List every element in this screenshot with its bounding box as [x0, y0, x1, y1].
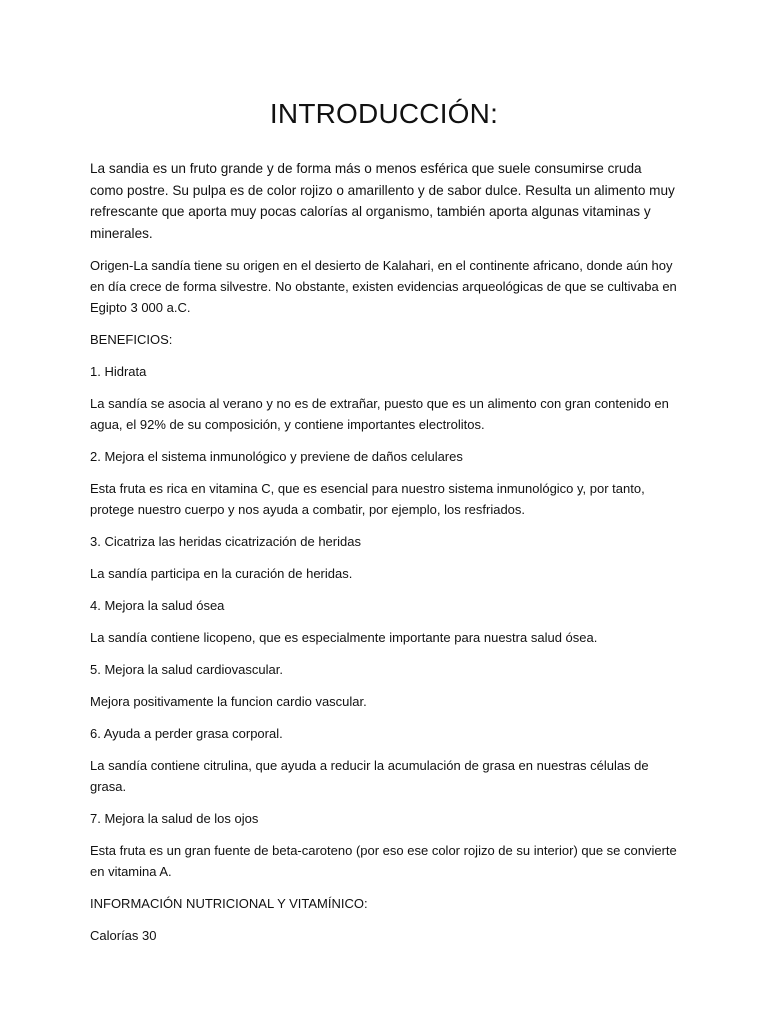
benefit-4-heading: 4. Mejora la salud ósea: [90, 598, 225, 613]
benefit-2-heading: 2. Mejora el sistema inmunológico y previene de daños celulares: [90, 449, 463, 464]
paragraph-introduction: La sandia es un fruto grande y de forma más o menos esférica que suele consumirse cruda como postre. Su pulpa es de color rojizo o amarillento y de sabor dulce. Resulta un alimento muy refrescante que aporta muy pocas calorías al organismo, también aporta algunas vitaminas y minerales.: [90, 161, 675, 241]
benefit-2-text: Esta fruta es rica en vitamina C, que es esencial para nuestro sistema inmunológico y, por tanto, protege nuestro cuerpo y nos ayuda a combatir, por ejemplo, los resfriados.: [90, 481, 645, 517]
benefit-5-text: Mejora positivamente la funcion cardio vascular.: [90, 694, 367, 709]
paragraph-origin: Origen-La sandía tiene su origen en el desierto de Kalahari, en el continente africano, donde aún hoy en día crece de forma silvestre. No obstante, existen evidencias arqueológicas de que se cultivaba en Egipto 3 000 a.C.: [90, 258, 677, 315]
page-title: INTRODUCCIÓN:: [269, 98, 499, 129]
benefit-1-text: La sandía se asocia al verano y no es de extrañar, puesto que es un alimento con gran contenido en agua, el 92% de su composición, y contiene importantes electrolitos.: [90, 396, 669, 432]
nutrition-calories: Calorías 30: [90, 928, 157, 943]
benefit-6-heading: 6. Ayuda a perder grasa corporal.: [90, 726, 283, 741]
heading-nutrition: INFORMACIÓN NUTRICIONAL Y VITAMÍNICO:: [90, 896, 368, 911]
benefit-1-heading: 1. Hidrata: [90, 364, 147, 379]
benefit-6-text: La sandía contiene citrulina, que ayuda a reducir la acumulación de grasa en nuestras células de grasa.: [90, 758, 649, 794]
benefit-3-text: La sandía participa en la curación de heridas.: [90, 566, 353, 581]
benefit-4-text: La sandía contiene licopeno, que es especialmente importante para nuestra salud ósea.: [90, 630, 598, 645]
heading-benefits: BENEFICIOS:: [90, 332, 173, 347]
benefit-7-text: Esta fruta es un gran fuente de beta-caroteno (por eso ese color rojizo de su interior) que se convierte en vitamina A.: [90, 843, 677, 879]
benefit-7-heading: 7. Mejora la salud de los ojos: [90, 811, 259, 826]
benefit-5-heading: 5. Mejora la salud cardiovascular.: [90, 662, 283, 677]
document-body: [90, 158, 678, 957]
benefit-3-heading: 3. Cicatriza las heridas cicatrización de heridas: [90, 534, 361, 549]
